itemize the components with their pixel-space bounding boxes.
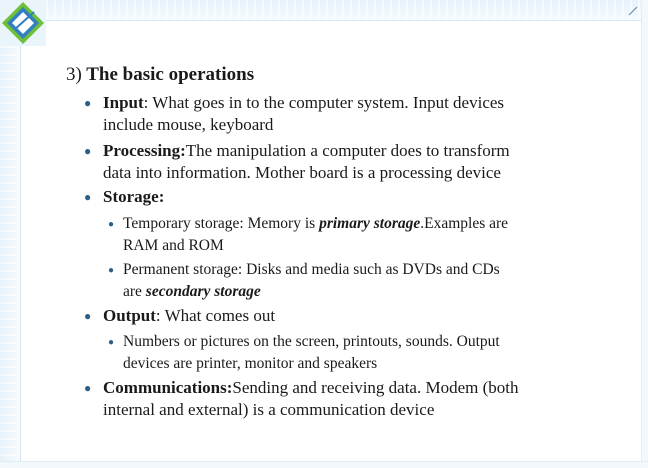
bullet-text: Sending and receiving data. Modem (both	[232, 378, 519, 397]
round-bullet-icon: ●	[84, 309, 92, 323]
sub-bullet-emphasis: primary storage	[319, 215, 421, 232]
sub-bullet-text-after: .Examples are	[420, 215, 509, 232]
sub-bullet-emphasis: secondary storage	[145, 283, 261, 300]
bullet-communications	[84, 377, 623, 421]
bullet-processing	[84, 140, 623, 184]
round-bullet-icon: ●	[84, 96, 92, 110]
sub-bullet-text: Temporary storage: Memory is	[123, 215, 320, 232]
bullet-text-line2: internal and external) is a communication device	[103, 400, 435, 419]
sub-bullet-text: Permanent storage: Disks and media such as DVDs and CDs	[123, 261, 500, 278]
bullet-term: Output	[103, 306, 156, 325]
heading-title: The basic operations	[86, 64, 255, 85]
slide-heading	[66, 62, 254, 88]
sub-bullet-text: Numbers or pictures on the screen, printouts, sounds. Output	[123, 333, 500, 350]
round-bullet-icon: ●	[84, 190, 92, 204]
bullet-term: Input	[103, 93, 144, 112]
round-bullet-icon: ●	[108, 265, 115, 276]
bullet-output	[84, 305, 613, 327]
bullet-text: The manipulation a computer does to transform	[185, 141, 510, 160]
heading-number: 3)	[66, 64, 82, 85]
round-bullet-icon: ●	[108, 337, 115, 348]
bullet-text-line2: include mouse, keyboard	[103, 115, 274, 134]
bullet-text: : What goes in to the computer system. Input devices	[143, 93, 505, 112]
bullet-text: : What comes out	[155, 306, 276, 325]
sub-bullet-text-line2: RAM and ROM	[123, 237, 224, 254]
sub-bullet-permanent-storage	[108, 259, 623, 303]
sub-bullet-output-examples	[108, 331, 623, 375]
round-bullet-icon: ●	[108, 219, 115, 230]
round-bullet-icon: ●	[84, 144, 92, 158]
bullet-storage	[84, 186, 613, 208]
sub-bullet-text-line2: are	[123, 283, 146, 300]
bullet-term: Processing:	[103, 141, 186, 160]
bullet-input	[84, 92, 613, 136]
bullet-term: Communications:	[103, 378, 233, 397]
sub-bullet-temporary-storage	[108, 213, 623, 257]
sub-bullet-text-line2: devices are printer, monitor and speakers	[123, 355, 378, 372]
bullet-term: Storage:	[103, 187, 165, 206]
round-bullet-icon: ●	[84, 381, 92, 395]
bullet-text-line2: data into information. Mother board is a processing device	[103, 163, 501, 182]
